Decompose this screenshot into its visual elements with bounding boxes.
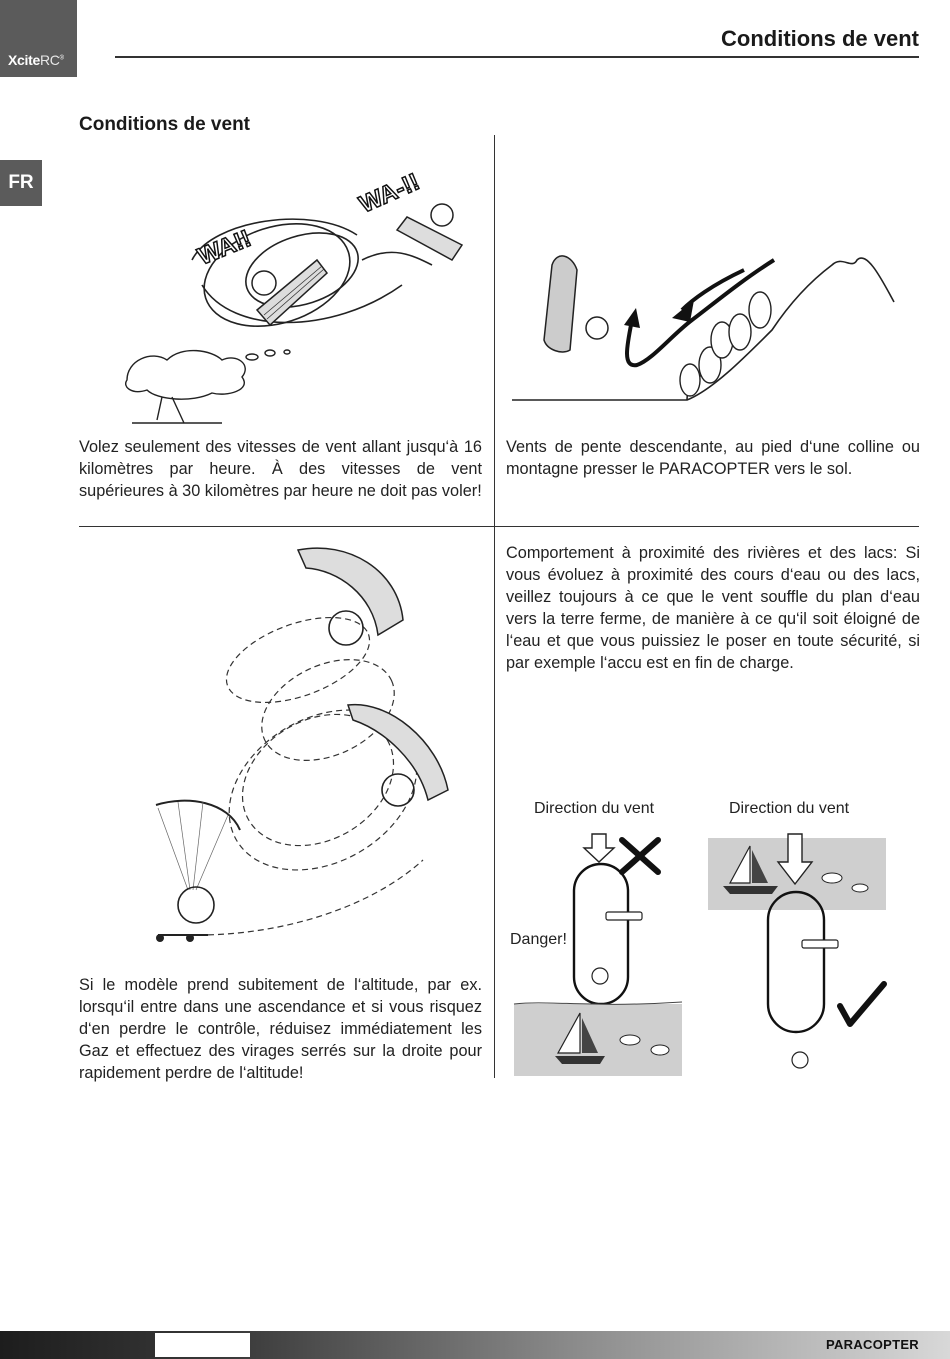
column-divider	[494, 135, 495, 1078]
bush-illustration	[126, 350, 290, 423]
wa-left-text: WA!!	[194, 225, 255, 271]
wind-speed-paragraph: Volez seulement des vitesses de vent allant jusqu‘à 16 kilomètres par heure. À des vitesses de vent supérieures à 30 kilomètres par heure ne doit pas voler!	[79, 438, 482, 500]
logo-bold: Xcite	[8, 52, 40, 68]
logo-mark: ®	[59, 55, 64, 62]
wa-right-text: WA-!!	[355, 168, 424, 219]
footer-page-box	[155, 1333, 250, 1357]
footer-product-name: PARACOPTER	[825, 1337, 919, 1352]
flight-path-right	[768, 892, 824, 1032]
wing-middle	[348, 705, 448, 806]
header-divider	[115, 56, 919, 58]
page-header-title: Conditions de vent	[721, 26, 919, 51]
paraglider-wing-right	[397, 204, 462, 260]
danger-label: Danger!	[510, 931, 567, 948]
brand-logo	[0, 0, 77, 77]
language-tab: FR	[0, 160, 42, 206]
wind-direction-label-right: Direction du vent	[729, 800, 850, 817]
spiral-descent-illustration	[148, 540, 473, 948]
thermal-illustration	[112, 165, 487, 430]
water-wind-diagram	[510, 828, 890, 1080]
flight-path-left	[574, 864, 628, 1004]
arrow-down-icon	[584, 834, 614, 862]
water-behavior-paragraph: Comportement à proximité des rivières et des lacs: Si vous évoluez à proximité des cours d‘eau ou des lacs, veillez toujours à ce que le vent souffle du plan d‘eau vers la terre ferme, de manière à ce qu‘il soit éloigné de l‘eau et que vous puissiez le poser en toute sécurité, si par exemple l‘accu est en fin de charge.	[506, 544, 920, 672]
logo-light: RC	[39, 52, 60, 68]
brand-logo-text	[8, 52, 64, 68]
footer-bar	[0, 1331, 950, 1359]
water-area-left	[514, 1002, 682, 1076]
wing-ground	[156, 801, 240, 942]
section-heading: Conditions de vent	[79, 114, 250, 135]
slope-wind-illustration	[512, 240, 907, 410]
paraglider-on-slope	[544, 256, 608, 352]
row-divider	[79, 526, 919, 527]
altitude-paragraph: Si le modèle prend subitement de l‘altitude, par ex. lorsqu‘il entre dans une ascendance et si vous risquez d‘en perdre le contrôle, réduisez immédiatement les Gaz et effectuez des virages serrés sur la droite pour rapidement perdre de l‘altitude!	[79, 976, 482, 1082]
check-icon	[840, 984, 884, 1024]
wing-top	[298, 548, 403, 645]
cross-icon	[622, 840, 658, 872]
slope-wind-paragraph: Vents de pente descendante, au pied d‘une colline ou montagne presser le PARACOPTER vers le sol.	[506, 438, 920, 478]
paraglider-wing-left	[252, 260, 327, 325]
wind-direction-label-left: Direction du vent	[534, 800, 655, 817]
